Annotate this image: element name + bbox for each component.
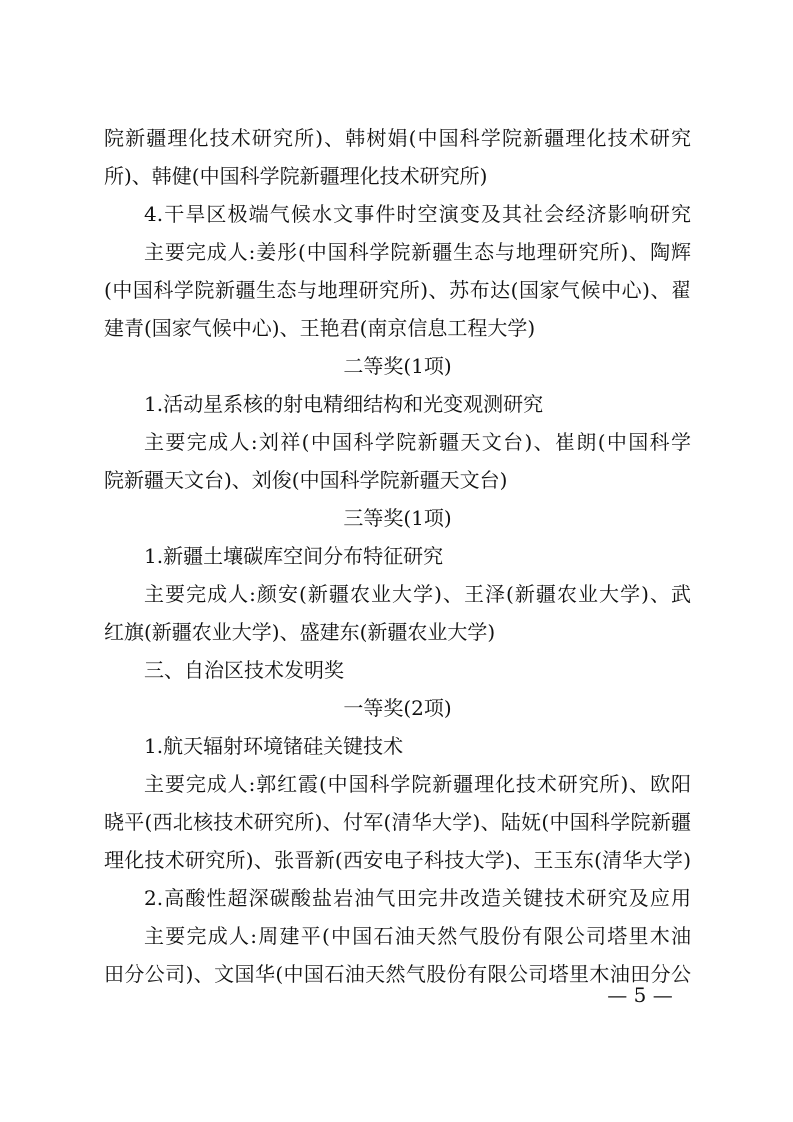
contributors-line: 红旗(新疆农业大学)、盛建东(新疆农业大学)	[104, 620, 496, 644]
contributors-line: 院新疆天文台)、刘俊(中国科学院新疆天文台)	[104, 468, 508, 492]
project-title-1: 1.航天辐射环境锗硅关键技术	[144, 734, 404, 758]
contributors-line: 主要完成人:刘祥(中国科学院新疆天文台)、崔朗(中国科学	[144, 430, 691, 454]
contributors-line: 田分公司)、文国华(中国石油天然气股份有限公司塔里木油田分公	[104, 962, 691, 986]
project-title-2: 2.高酸性超深碳酸盐岩油气田完井改造关键技术研究及应用	[144, 886, 691, 910]
page-number: — 5 —	[607, 983, 673, 1007]
contributors-line: 主要完成人:郭红霞(中国科学院新疆理化技术研究所)、欧阳	[144, 772, 691, 796]
contributors-line: 理化技术研究所)、张晋新(西安电子科技大学)、王玉东(清华大学)	[104, 848, 691, 872]
text-line-continuation: 所)、韩健(中国科学院新疆理化技术研究所)	[104, 164, 488, 188]
project-title-1: 1.活动星系核的射电精细结构和光变观测研究	[144, 392, 544, 416]
contributors-line: 建青(国家气候中心)、王艳君(南京信息工程大学)	[104, 316, 536, 340]
project-title-4: 4.干旱区极端气候水文事件时空演变及其社会经济影响研究	[144, 202, 691, 226]
contributors-line: 主要完成人:周建平(中国石油天然气股份有限公司塔里木油	[144, 924, 691, 948]
contributors-line: 晓平(西北核技术研究所)、付军(清华大学)、陆妩(中国科学院新疆	[104, 810, 691, 834]
project-title-1: 1.新疆土壤碳库空间分布特征研究	[144, 544, 444, 568]
award-level-heading: 三等奖(1项)	[343, 506, 452, 530]
contributors-line: 主要完成人:颜安(新疆农业大学)、王泽(新疆农业大学)、武	[144, 582, 691, 606]
contributors-line: (中国科学院新疆生态与地理研究所)、苏布达(国家气候中心)、翟	[104, 278, 691, 302]
contributors-line: 主要完成人:姜彤(中国科学院新疆生态与地理研究所)、陶辉	[144, 240, 691, 264]
award-level-heading: 二等奖(1项)	[343, 354, 452, 378]
section-heading: 三、自治区技术发明奖	[144, 658, 344, 682]
text-line-continuation: 院新疆理化技术研究所)、韩树娟(中国科学院新疆理化技术研究	[104, 126, 691, 150]
award-level-heading: 一等奖(2项)	[343, 696, 452, 720]
